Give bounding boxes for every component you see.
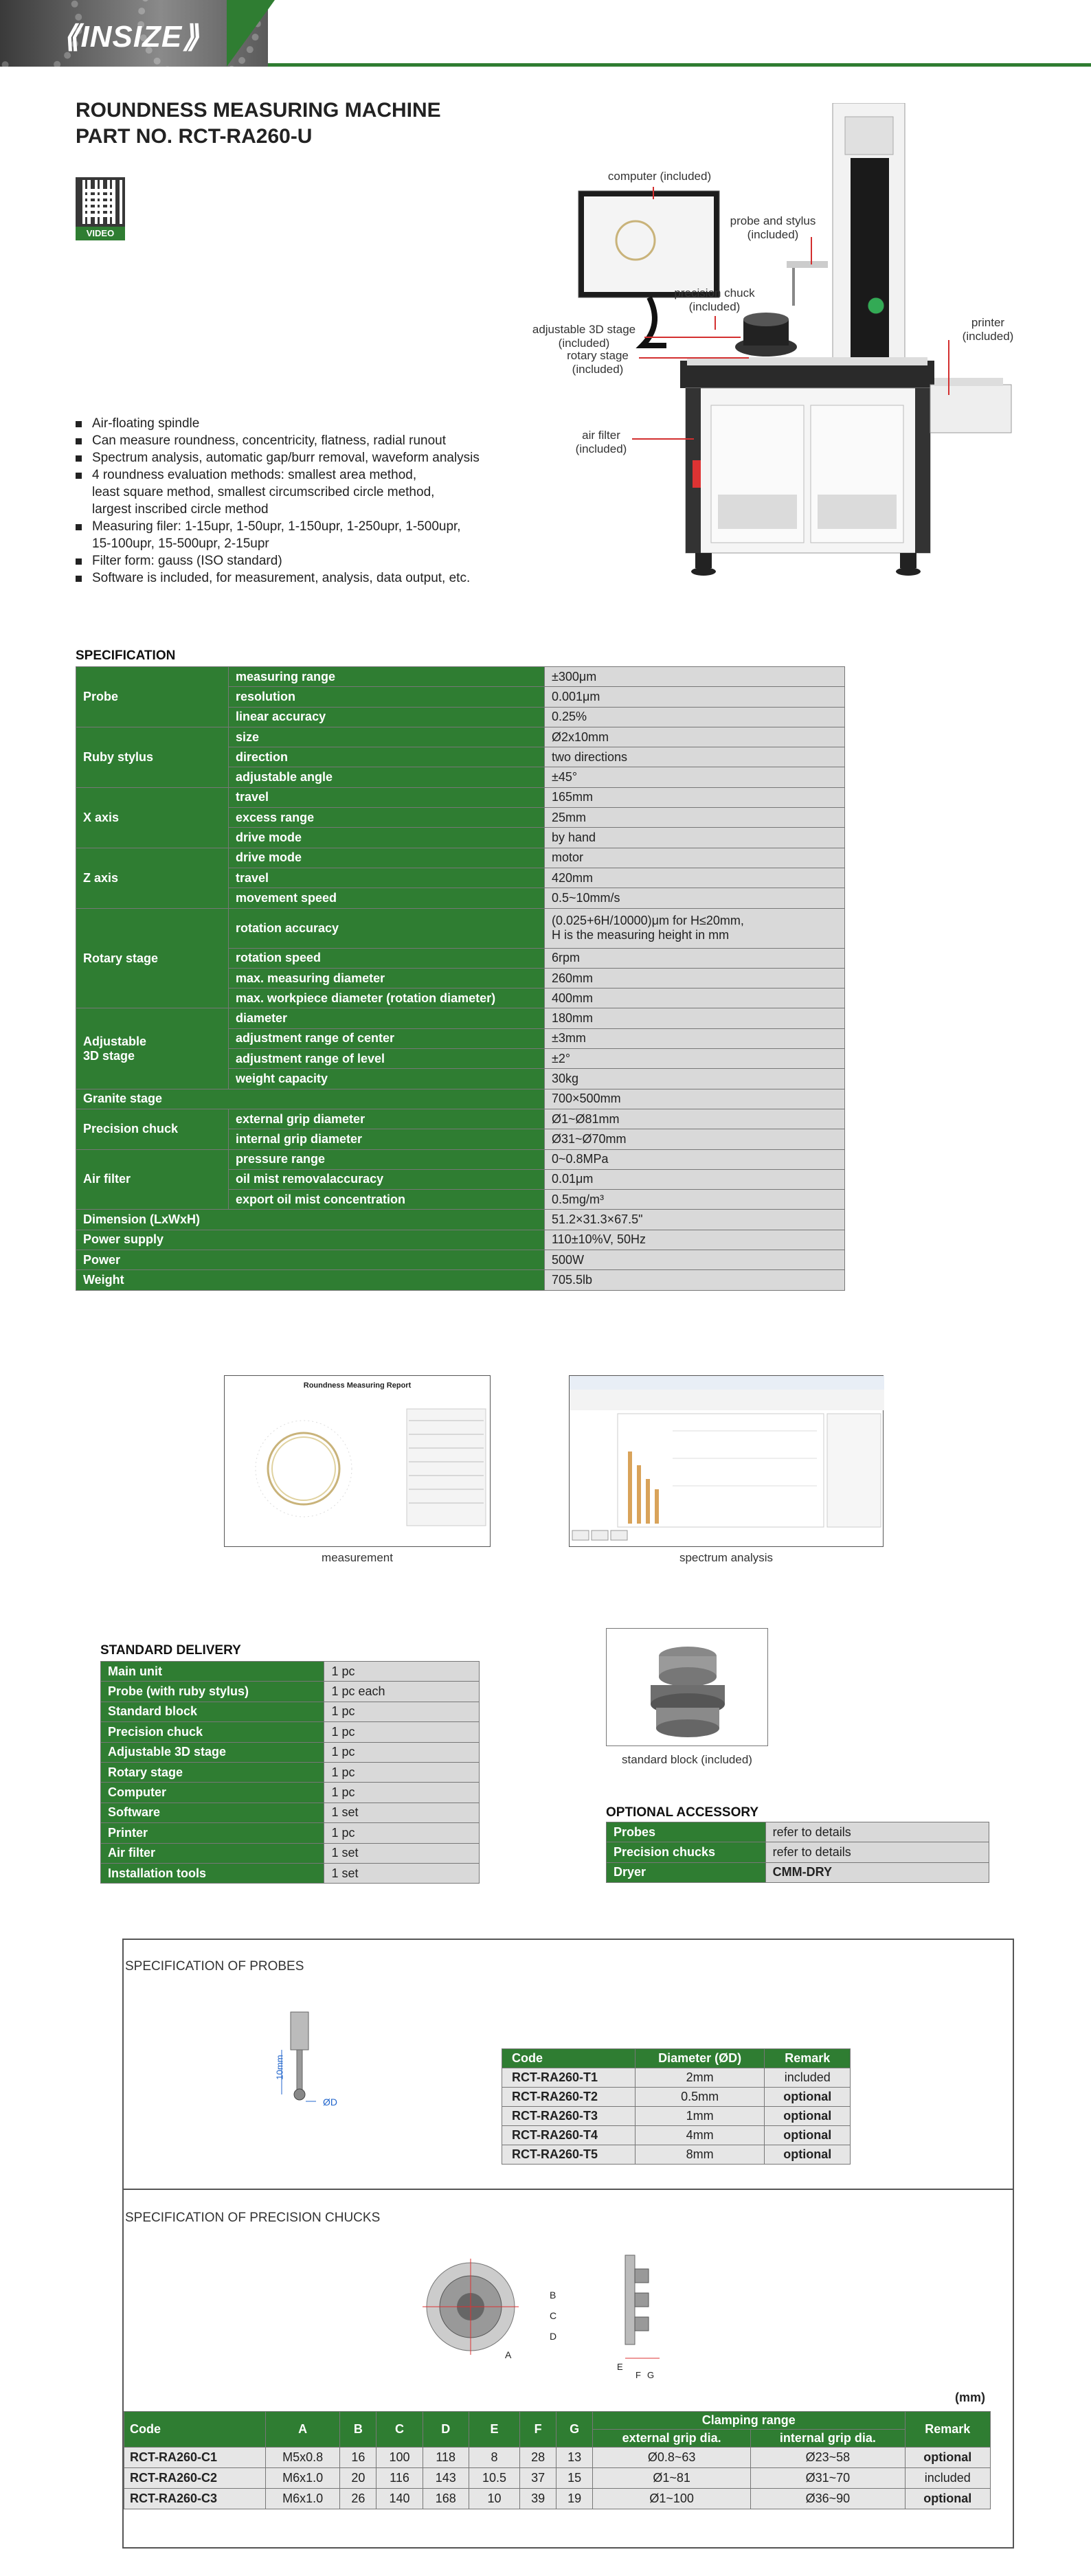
chuck-header: D [423, 2412, 469, 2448]
spec-row [76, 1210, 845, 1230]
spec-param: max. workpiece diameter (rotation diameter) [229, 988, 545, 1008]
probe-header: Diameter (ØD) [635, 2049, 765, 2068]
chuck-label-c: C [550, 2310, 557, 2321]
callout-computer: computer (included) [607, 170, 712, 183]
spec-group-label: Probe [76, 667, 229, 727]
probe-code: RCT-RA260-T1 [502, 2068, 636, 2088]
callout-rotary-stage: rotary stage (included) [567, 349, 629, 376]
chuck-subheader: internal grip dia. [751, 2430, 905, 2448]
spectrum-caption: spectrum analysis [679, 1551, 774, 1564]
delivery-qty: 1 pc [324, 1762, 480, 1782]
callout-printer: printer (included) [962, 316, 1014, 343]
spec-value: by hand [545, 828, 845, 848]
probe-code: RCT-RA260-T4 [502, 2126, 636, 2145]
chuck-cell: M6x1.0 [265, 2468, 340, 2489]
chuck-cell: optional [905, 2448, 990, 2468]
measurement-screenshot [224, 1375, 491, 1547]
delivery-qty: 1 pc [324, 1783, 480, 1803]
accessory-value: CMM-DRY [765, 1862, 989, 1882]
probe-diameter: 4mm [635, 2126, 765, 2145]
probe-row [502, 2145, 851, 2165]
chuck-cell: 118 [423, 2448, 469, 2468]
spec-param: rotation speed [229, 948, 545, 968]
machine-illustration [522, 103, 1024, 605]
spec-param: measuring range [229, 667, 545, 687]
chuck-cell: Ø0.8~63 [593, 2448, 751, 2468]
probe-diameter-label: ØD [323, 2097, 337, 2108]
chuck-cell: 13 [556, 2448, 593, 2468]
chuck-cell: 100 [376, 2448, 423, 2468]
chuck-cell: 37 [520, 2468, 556, 2489]
spec-value: ±3mm [545, 1028, 845, 1048]
spec-group-label: Ruby stylus [76, 727, 229, 787]
title-line-2: PART NO. RCT-RA260-U [76, 125, 313, 148]
accessory-row [607, 1862, 989, 1882]
feature-item: Measuring filer: 1-15upr, 1-50upr, 1-150upr, 1-250upr, 1-500upr, 15-100upr, 15-500upr, 2-15upr [76, 518, 556, 552]
chuck-header: Clamping range [593, 2412, 906, 2430]
chuck-cell: RCT-RA260-C3 [124, 2489, 266, 2509]
accessory-table [606, 1822, 989, 1883]
feature-item: Spectrum analysis, automatic gap/burr removal, waveform analysis [76, 449, 556, 466]
probe-remark: optional [765, 2145, 851, 2165]
spec-param: travel [229, 787, 545, 807]
chuck-header: E [469, 2412, 519, 2448]
delivery-qty: 1 pc each [324, 1682, 480, 1702]
spec-param: adjustment range of center [229, 1028, 545, 1048]
chucks-title: SPECIFICATION OF PRECISION CHUCKS [125, 2211, 381, 2225]
spec-value: 110±10%V, 50Hz [545, 1230, 845, 1250]
spec-param: travel [229, 868, 545, 888]
feature-item: Filter form: gauss (ISO standard) [76, 552, 556, 569]
spec-value: 400mm [545, 988, 845, 1008]
delivery-item: Probe (with ruby stylus) [101, 1682, 324, 1702]
spec-param: resolution [229, 687, 545, 707]
delivery-qty: 1 pc [324, 1722, 480, 1742]
probe-length-label: 10mm [274, 2055, 285, 2080]
leader-computer [653, 187, 654, 199]
roundness-plot [225, 1390, 491, 1541]
probe-row [502, 2088, 851, 2107]
spec-row [76, 908, 845, 948]
chuck-cell: optional [905, 2489, 990, 2509]
probe-diameter: 0.5mm [635, 2088, 765, 2107]
probe-remark: optional [765, 2126, 851, 2145]
chuck-cell: 39 [520, 2489, 556, 2509]
delivery-qty: 1 pc [324, 1823, 480, 1843]
chuck-cell: 26 [340, 2489, 376, 2509]
leader-probe [811, 237, 812, 264]
spec-param: internal grip diameter [229, 1129, 545, 1149]
chuck-cell: 28 [520, 2448, 556, 2468]
chuck-cell: 168 [423, 2489, 469, 2509]
chucks-table [124, 2411, 991, 2509]
title-line-1: ROUNDNESS MEASURING MACHINE [76, 99, 441, 122]
probes-title: SPECIFICATION OF PROBES [125, 1959, 304, 1974]
spec-table [76, 666, 845, 1291]
spec-row [76, 787, 845, 807]
standard-block-image [606, 1628, 768, 1746]
leader-rotary [639, 357, 749, 359]
probes-panel [122, 1939, 1014, 2190]
spec-value: 0.01μm [545, 1169, 845, 1189]
delivery-row [101, 1702, 480, 1721]
page-title [76, 98, 441, 150]
probe-header: Code [502, 2049, 636, 2068]
spec-param: rotation accuracy [229, 908, 545, 948]
chuck-row [124, 2468, 991, 2489]
feature-item: Air-floating spindle [76, 415, 556, 432]
chuck-cell: RCT-RA260-C1 [124, 2448, 266, 2468]
chuck-header: Remark [905, 2412, 990, 2448]
spec-group-label: Dimension (LxWxH) [76, 1210, 545, 1230]
spec-value: Ø1~Ø81mm [545, 1109, 845, 1129]
spec-param: adjustable angle [229, 767, 545, 787]
feature-item: Can measure roundness, concentricity, flatness, radial runout [76, 432, 556, 449]
spec-row [76, 1109, 845, 1129]
spec-row [76, 848, 845, 868]
spec-value: 6rpm [545, 948, 845, 968]
chuck-cell: 16 [340, 2448, 376, 2468]
report-title: Roundness Measuring Report [303, 1381, 412, 1390]
spec-param: linear accuracy [229, 707, 545, 727]
spec-row [76, 1250, 845, 1270]
chuck-header: A [265, 2412, 340, 2448]
spec-value: ±300μm [545, 667, 845, 687]
chucks-panel [122, 2189, 1014, 2549]
chuck-cell: 10 [469, 2489, 519, 2509]
chuck-label-f: F [636, 2370, 641, 2380]
delivery-item: Computer [101, 1783, 324, 1803]
leader-chuck [715, 316, 716, 330]
accessory-row [607, 1842, 989, 1862]
spec-group-label: Adjustable 3D stage [76, 1008, 229, 1089]
chuck-cell: Ø23~58 [751, 2448, 905, 2468]
delivery-row [101, 1762, 480, 1782]
chuck-header: Code [124, 2412, 266, 2448]
chuck-row [124, 2489, 991, 2509]
delivery-row [101, 1783, 480, 1803]
delivery-qty: 1 pc [324, 1662, 480, 1682]
spec-param: direction [229, 747, 545, 767]
feature-item: 4 roundness evaluation methods: smallest area method, least square method, smallest circumscribed circle method, largest inscribed circle method [76, 466, 556, 518]
spec-value: 0.001μm [545, 687, 845, 707]
accessory-value: refer to details [765, 1842, 989, 1862]
delivery-qty: 1 set [324, 1843, 480, 1863]
chuck-cell: 143 [423, 2468, 469, 2489]
chuck-header: C [376, 2412, 423, 2448]
probe-code: RCT-RA260-T3 [502, 2107, 636, 2126]
delivery-qty: 1 set [324, 1863, 480, 1883]
accessory-item: Probes [607, 1822, 766, 1842]
probes-table [502, 2048, 851, 2165]
spec-value: 0.5~10mm/s [545, 888, 845, 908]
measurement-caption: measurement [322, 1551, 393, 1564]
feature-item: Software is included, for measurement, analysis, data output, etc. [76, 569, 556, 587]
delivery-row [101, 1662, 480, 1682]
spec-param: excess range [229, 808, 545, 828]
delivery-item: Rotary stage [101, 1762, 324, 1782]
delivery-row [101, 1742, 480, 1762]
delivery-title: STANDARD DELIVERY [100, 1643, 241, 1658]
delivery-row [101, 1843, 480, 1863]
delivery-row [101, 1722, 480, 1742]
accessory-item: Dryer [607, 1862, 766, 1882]
spec-value: 180mm [545, 1008, 845, 1028]
chuck-cell: 140 [376, 2489, 423, 2509]
chuck-cell: included [905, 2468, 990, 2489]
chuck-cell: 8 [469, 2448, 519, 2468]
spec-value: 25mm [545, 808, 845, 828]
spec-value: ±45° [545, 767, 845, 787]
leader-printer [948, 340, 949, 395]
standard-block-drawing [607, 1629, 769, 1747]
chuck-cell: M5x0.8 [265, 2448, 340, 2468]
chuck-cell: M6x1.0 [265, 2489, 340, 2509]
delivery-item: Printer [101, 1823, 324, 1843]
probe-row [502, 2126, 851, 2145]
spec-value: 420mm [545, 868, 845, 888]
delivery-row [101, 1823, 480, 1843]
feature-list [76, 415, 556, 587]
spec-param: drive mode [229, 828, 545, 848]
spec-value: 0.5mg/m³ [545, 1190, 845, 1210]
leader-3d-stage [644, 337, 741, 338]
spec-value: 30kg [545, 1069, 845, 1089]
spec-value: Ø31~Ø70mm [545, 1129, 845, 1149]
spec-value: 705.5lb [545, 1270, 845, 1290]
probe-diameter: 2mm [635, 2068, 765, 2088]
chuck-cell: 20 [340, 2468, 376, 2489]
delivery-row [101, 1863, 480, 1883]
spec-param: external grip diameter [229, 1109, 545, 1129]
chuck-header: B [340, 2412, 376, 2448]
chuck-cell: 15 [556, 2468, 593, 2489]
delivery-item: Precision chuck [101, 1722, 324, 1742]
spec-value: 500W [545, 1250, 845, 1270]
callout-probe: probe and stylus (included) [730, 214, 816, 241]
spec-value: 0~0.8MPa [545, 1149, 845, 1169]
header-rule [268, 63, 1091, 67]
callout-chuck: precision chuck (included) [674, 286, 755, 313]
spec-value: 0.25% [545, 707, 845, 727]
probe-row [502, 2068, 851, 2088]
probe-remark: included [765, 2068, 851, 2088]
spec-value: 700×500mm [545, 1089, 845, 1109]
spec-param: oil mist removalaccuracy [229, 1169, 545, 1189]
spec-value: 51.2×31.3×67.5" [545, 1210, 845, 1230]
chuck-header: F [520, 2412, 556, 2448]
probe-diameter: 8mm [635, 2145, 765, 2165]
chuck-row [124, 2448, 991, 2468]
delivery-table [100, 1661, 480, 1884]
spec-value: ±2° [545, 1049, 845, 1069]
spec-param: weight capacity [229, 1069, 545, 1089]
chuck-cell: 19 [556, 2489, 593, 2509]
chuck-label-a: A [505, 2349, 512, 2360]
spec-param: size [229, 727, 545, 747]
header-green-accent [227, 0, 275, 67]
spec-group-label: Air filter [76, 1149, 229, 1210]
probe-remark: optional [765, 2107, 851, 2126]
delivery-qty: 1 pc [324, 1742, 480, 1762]
spec-value: 260mm [545, 968, 845, 988]
accessory-value: refer to details [765, 1822, 989, 1842]
chuck-cell: Ø1~100 [593, 2489, 751, 2509]
spec-row [76, 727, 845, 747]
chuck-cell: Ø1~81 [593, 2468, 751, 2489]
spectrum-plot [570, 1376, 884, 1548]
chuck-cell: RCT-RA260-C2 [124, 2468, 266, 2489]
standard-block-caption: standard block (included) [622, 1753, 752, 1766]
spec-row [76, 667, 845, 687]
chuck-header-row [124, 2412, 991, 2430]
spec-group-label: Z axis [76, 848, 229, 908]
spec-param: pressure range [229, 1149, 545, 1169]
chuck-side-drawing [618, 2248, 680, 2372]
chuck-unit: (mm) [955, 2391, 985, 2404]
chuck-cell: 10.5 [469, 2468, 519, 2489]
spec-group-label: Power [76, 1250, 545, 1270]
accessory-item: Precision chucks [607, 1842, 766, 1862]
chuck-cell: Ø36~90 [751, 2489, 905, 2509]
delivery-qty: 1 pc [324, 1702, 480, 1721]
spec-group-label: Weight [76, 1270, 545, 1290]
spec-param: adjustment range of level [229, 1049, 545, 1069]
spec-group-label: Granite stage [76, 1089, 545, 1109]
qr-code[interactable] [76, 177, 125, 240]
delivery-item: Installation tools [101, 1863, 324, 1883]
accessory-row [607, 1822, 989, 1842]
spec-row [76, 1270, 845, 1290]
spec-value: (0.025+6H/10000)μm for H≤20mm, H is the measuring height in mm [545, 908, 845, 948]
delivery-item: Standard block [101, 1702, 324, 1721]
spec-row [76, 1089, 845, 1109]
chuck-front-drawing [423, 2259, 519, 2355]
spec-value: motor [545, 848, 845, 868]
chuck-cell: 116 [376, 2468, 423, 2489]
spec-value: Ø2x10mm [545, 727, 845, 747]
probe-header: Remark [765, 2049, 851, 2068]
spec-param: drive mode [229, 848, 545, 868]
delivery-item: Main unit [101, 1662, 324, 1682]
delivery-row [101, 1803, 480, 1822]
callout-3d-stage: adjustable 3D stage (included) [532, 323, 636, 350]
qr-label: VIDEO [76, 227, 125, 240]
spec-group-label: Precision chuck [76, 1109, 229, 1149]
chuck-label-b: B [550, 2290, 556, 2301]
chuck-subheader: external grip dia. [593, 2430, 751, 2448]
accessory-title: OPTIONAL ACCESSORY [606, 1805, 759, 1820]
chuck-label-e: E [617, 2362, 623, 2372]
delivery-item: Software [101, 1803, 324, 1822]
probe-remark: optional [765, 2088, 851, 2107]
spec-row [76, 1230, 845, 1250]
qr-icon [76, 177, 125, 227]
spectrum-screenshot [569, 1375, 884, 1547]
spec-group-label: Rotary stage [76, 908, 229, 1008]
delivery-item: Air filter [101, 1843, 324, 1863]
spec-param: export oil mist concentration [229, 1190, 545, 1210]
chuck-cell: Ø31~70 [751, 2468, 905, 2489]
spec-value: 165mm [545, 787, 845, 807]
brand-logo: ⟪INSIZE⟫ [63, 20, 200, 54]
spec-value: two directions [545, 747, 845, 767]
spec-row [76, 1149, 845, 1169]
chuck-header: G [556, 2412, 593, 2448]
probe-diameter: 1mm [635, 2107, 765, 2126]
chuck-label-d: D [550, 2331, 557, 2342]
spec-param: max. measuring diameter [229, 968, 545, 988]
delivery-row [101, 1682, 480, 1702]
leader-air-filter [632, 438, 694, 440]
header-banner [0, 0, 1091, 67]
spec-param: movement speed [229, 888, 545, 908]
spec-group-label: X axis [76, 787, 229, 848]
chuck-label-g: G [647, 2370, 655, 2380]
spec-title: SPECIFICATION [76, 648, 176, 663]
probe-code: RCT-RA260-T5 [502, 2145, 636, 2165]
delivery-item: Adjustable 3D stage [101, 1742, 324, 1762]
probe-header-row [502, 2049, 851, 2068]
spec-group-label: Power supply [76, 1230, 545, 1250]
delivery-qty: 1 set [324, 1803, 480, 1822]
probe-row [502, 2107, 851, 2126]
probe-code: RCT-RA260-T2 [502, 2088, 636, 2107]
callout-air-filter: air filter (included) [575, 429, 627, 455]
spec-row [76, 1008, 845, 1028]
spec-param: diameter [229, 1008, 545, 1028]
